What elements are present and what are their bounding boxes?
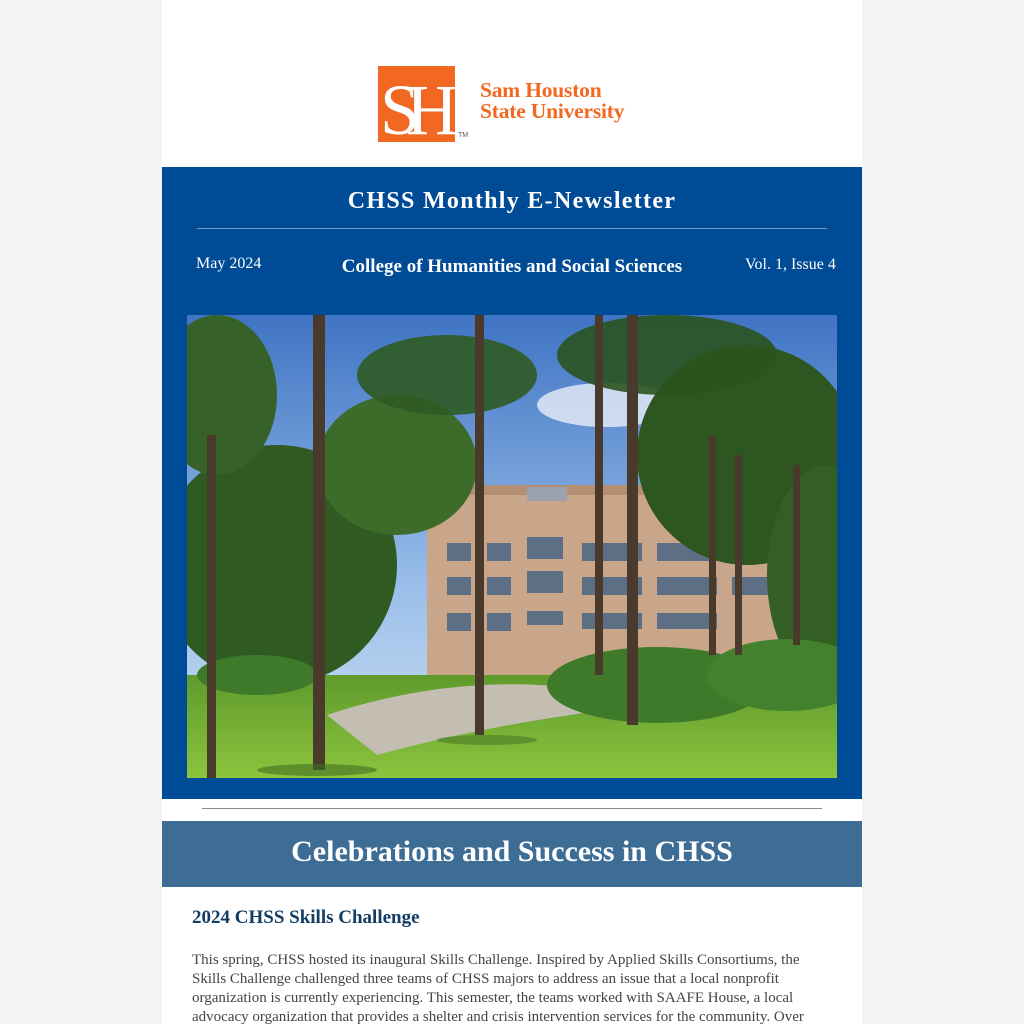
issue-volume: Vol. 1, Issue 4 xyxy=(745,256,836,273)
trademark-mark: TM xyxy=(458,132,469,139)
newsletter-sheet xyxy=(162,0,862,1024)
issue-date: May 2024 xyxy=(196,255,262,272)
article-title: 2024 CHSS Skills Challenge xyxy=(192,907,420,928)
sh-monogram-icon xyxy=(378,66,455,142)
university-logo[interactable] xyxy=(378,66,648,146)
college-name: College of Humanities and Social Sciences xyxy=(341,256,683,277)
svg-text:SH: SH xyxy=(380,70,445,142)
university-wordmark xyxy=(480,80,624,122)
wordmark-line-1: Sam Houston xyxy=(480,78,602,102)
section-divider xyxy=(202,808,822,809)
newsletter-title: CHSS Monthly E-Newsletter xyxy=(347,188,677,214)
section-banner xyxy=(162,821,862,887)
section-title: Celebrations and Success in CHSS xyxy=(291,835,733,868)
article-body: This spring, CHSS hosted its inaugural Skills Challenge. Inspired by Applied Skills Consortiums, the Skills Challenge challenged three teams of CHSS majors to address an issue that a local nonprofit organization is currently experiencing. This semester, the teams worked with SAAFE House, a local advocacy organization that provides a shelter and crisis intervention services for the community. Over xyxy=(192,952,804,1024)
wordmark-line-2: State University xyxy=(480,99,625,123)
header-divider xyxy=(197,228,827,229)
newsletter-header xyxy=(162,167,862,799)
hero-campus-photo xyxy=(187,315,837,778)
